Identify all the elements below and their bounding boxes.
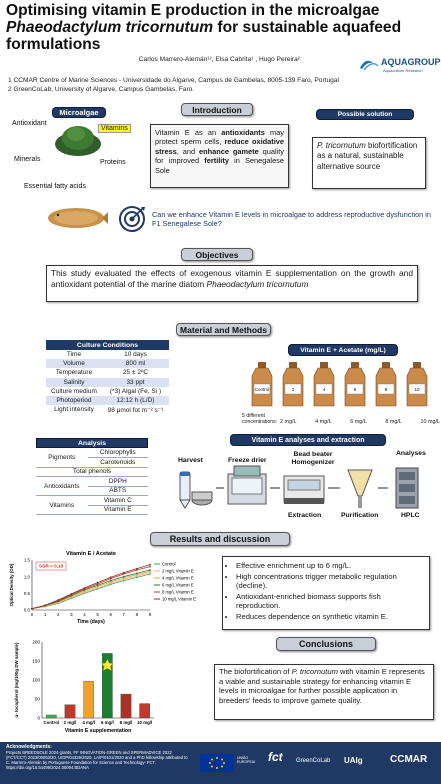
conc-values: 2 mg/L 4 mg/L 6 mg/L 8 mg/L 10 mg/L xyxy=(280,419,440,425)
bar xyxy=(65,705,75,718)
eu-flag-icon xyxy=(200,754,234,772)
minerals-label: Minerals xyxy=(14,156,41,163)
data-point xyxy=(149,564,151,566)
bottle-cap xyxy=(289,362,297,368)
result-bullet: • Effective enrichment up to 6 mg/L. xyxy=(236,561,426,571)
bottle-cap xyxy=(413,362,421,368)
step-purification: Purification xyxy=(341,512,379,519)
culture-row: Temperature 25 ± 2ºC xyxy=(46,368,169,377)
y-tick-label: 100 xyxy=(32,677,40,683)
x-tick-label: 9 xyxy=(148,612,152,617)
bottle-cap xyxy=(351,362,359,368)
legend-label: 4 mg/L Vitamin E xyxy=(162,575,194,581)
conclusions-text: The biofortification of P. tricornutum with vitamin E represents a viable and sustainable strategy for enhancing vitamin E levels in microalgae for further possible application in breeders' feeds to improve gamete quality. xyxy=(214,664,434,720)
step-harvest: Harvest xyxy=(178,457,203,464)
x-tick-label: 6 xyxy=(109,612,112,617)
data-point xyxy=(84,587,86,589)
culture-row: Time 10 days xyxy=(46,350,169,359)
microalgae-powder-image xyxy=(54,118,102,158)
y-tick-label: 1.0 xyxy=(23,574,30,580)
y-axis-label: Optical Density (OD) xyxy=(9,563,14,607)
authors: Carlos Marrero-Alemán¹², Elsa Cabrita¹ , Hugo Pereira² xyxy=(138,56,300,63)
aquagroup-logo xyxy=(356,52,441,74)
x-axis-label: Vitamin E supplementation xyxy=(64,728,132,734)
culture-row: Light intensity 98 μmol fot m⁻² s⁻¹ xyxy=(46,405,169,414)
data-point xyxy=(136,572,138,574)
bottle-label: 6 xyxy=(353,387,357,392)
y-tick-label: 0.0 xyxy=(23,607,30,613)
step-hplc: HPLC xyxy=(401,512,420,519)
eu-label: UNIÃO EUROPEIA xyxy=(237,756,256,764)
fatty-acids-label: Essential fatty acids xyxy=(24,183,86,190)
bar xyxy=(121,694,131,718)
x-tick-label: 7 xyxy=(122,612,126,617)
legend-label: 8 mg/L Vitamin E xyxy=(162,589,194,595)
acetate-heading: Vitamin E + Acetate (mg/L) xyxy=(288,344,398,356)
x-tick-label: 2 xyxy=(56,612,60,617)
culture-conditions-table: Culture Conditions Time 10 days Volume 800 ml Temperature 25 ± 2ºC Salinity 33 ppt Culture medium (*3) Algal (Fe, Si ) Photoperiod 12:12 h (L/D) Light intensity 98 μmol fot m⁻² s⁻¹ xyxy=(46,340,169,414)
bottle-label: 2 xyxy=(291,387,295,392)
data-point xyxy=(57,599,59,601)
conclusions-heading: Conclusions xyxy=(276,637,376,651)
data-point xyxy=(110,580,112,582)
data-point xyxy=(97,582,99,584)
y-tick-label: 0 xyxy=(37,715,40,721)
step-freeze-drier: Freeze drier xyxy=(228,457,267,464)
data-point xyxy=(149,569,151,571)
svg-text:AQUAGROUP: AQUAGROUP xyxy=(381,57,441,67)
bar-chart-svg xyxy=(6,636,192,740)
line-chart-title: Vitamin E / Acetate xyxy=(65,551,117,557)
bottle-label: 8 xyxy=(384,387,388,392)
bar xyxy=(140,704,150,718)
microalgae-label: Microalgae xyxy=(52,107,106,118)
y-axis-label: α- tocopherol (mg/100g DW sample) xyxy=(14,642,19,718)
category-label: 6 mg/l xyxy=(100,720,114,725)
culture-row: Culture medium (*3) Algal (Fe, Si ) xyxy=(46,387,169,396)
y-tick-label: 50 xyxy=(34,696,40,702)
acknowledgments: Acknowledgments: Projects BREEDSOLE 2024 grants, FF INNOVATION-GREEN and SPERMADVICE 2022 (FCT/CCT) 2023/00053/20, UIDP/04326/2020, LA/P/0101/2020 and a PhD fellowship attributed to C. Marrero-Alemán by Portuguese Foundation for Science and Technology- FCT. https://doi.org/10.54499/2024.00094.BDANA xyxy=(6,745,190,770)
step-bead-beater: Bead beater Homogenizer xyxy=(291,451,335,466)
culture-row: Salinity 33 ppt xyxy=(46,378,169,387)
title-species: Phaeodactylum tricornutum xyxy=(6,19,214,36)
data-point xyxy=(31,608,33,610)
category-label: Control xyxy=(43,720,60,725)
possible-solution-heading: Possible solution xyxy=(316,109,414,120)
growth-line-chart xyxy=(6,548,196,632)
data-point xyxy=(123,576,125,578)
legend-label: Control xyxy=(162,561,176,567)
category-label: 4 mg/l xyxy=(82,720,96,725)
extraction-heading: Vitamin E analyses and extraction xyxy=(230,434,386,446)
hplc-icon xyxy=(396,468,418,508)
svg-text:Aquaculture Research: Aquaculture Research xyxy=(383,68,423,73)
ccmar-logo: CCMAR xyxy=(390,754,428,765)
freeze-drier-icon xyxy=(228,466,266,504)
objectives-heading: Objectives xyxy=(181,248,253,261)
affiliations: 1 CCMAR Centre of Marine Sciences - Universidade do Algarve, Campus de Gambelas, 8005-139 Faro, Portugal 2 GreenCoLab, University of Algarve, Campus Gambelas, Faro. xyxy=(8,77,339,93)
introduction-heading: Introduction xyxy=(181,103,253,116)
research-question: Can we enhance Vitamin E levels in microalgae to address reproductive dysfunction in F1 Senegalese Sole? xyxy=(152,210,431,229)
culture-bottles xyxy=(246,360,436,410)
extraction-workflow xyxy=(172,466,440,512)
methods-heading: Material and Methods xyxy=(176,323,271,336)
y-tick-label: 0.5 xyxy=(23,590,30,596)
aquagroup-logo-icon xyxy=(356,52,441,74)
data-point xyxy=(110,576,112,578)
bottle-label: Control xyxy=(254,387,270,392)
culture-row: Photoperiod 12:12 h (L/D) xyxy=(46,396,169,405)
tocopherol-bar-chart xyxy=(6,636,192,740)
y-tick-label: 1.5 xyxy=(23,557,30,563)
sole-fish-image xyxy=(46,206,108,230)
bar xyxy=(84,681,94,718)
target-icon xyxy=(118,205,146,233)
sgr-annotation: SGR = 0,18 xyxy=(38,563,64,569)
separatory-funnel-icon xyxy=(348,470,372,508)
y-tick-label: 150 xyxy=(32,658,40,664)
bottles-svg xyxy=(246,360,436,410)
x-tick-label: 5 xyxy=(96,612,99,617)
step-extraction: Extraction xyxy=(288,512,322,519)
result-bullet: • Antioxidant-enriched biomass supports fish reproduction. xyxy=(236,592,426,611)
poster-title: Optimising vitamin E production in the microalgae Phaeodactylum tricornutum for sustainable aquafeed formulations xyxy=(6,2,402,53)
legend-label: 10 mg/L Vitamin E xyxy=(162,596,196,602)
category-label: 10 mg/l xyxy=(137,720,153,725)
data-point xyxy=(136,568,138,570)
doi-link[interactable]: https://doi.org/10.54499/2024.00094.BDANA xyxy=(6,765,89,770)
analysis-table: Analysis Pigments Chlorophylls Carotenoids Total phenols Antioxidants DPPH ABTS Vitamins Vitamin C Vitamin E xyxy=(36,438,148,515)
legend-label: 2 mg/L Vitamin E xyxy=(162,568,194,574)
bottle-label: 4 xyxy=(322,387,326,392)
step-analyses: Analyses xyxy=(396,450,426,457)
centrifuge-icon xyxy=(192,492,212,505)
data-point xyxy=(123,572,125,574)
culture-row: Volume 800 ml xyxy=(46,359,169,368)
x-tick-label: 8 xyxy=(135,612,139,617)
results-heading: Results and discussion xyxy=(150,532,290,546)
bar xyxy=(46,715,56,718)
bottle-cap xyxy=(382,362,390,368)
category-label: 2 mg/l xyxy=(63,720,77,725)
x-tick-label: 3 xyxy=(70,612,73,617)
vitamins-label: Vitamins xyxy=(98,124,131,133)
proteins-label: Proteins xyxy=(100,159,126,166)
centrifuge-tube-icon xyxy=(180,472,190,508)
objectives-text: This study evaluated the effects of exogenous vitamin E supplementation on the growth and antioxidant potential of the marine diatom Phaeodactylum tricornutum xyxy=(46,265,418,302)
result-bullet: • Reduces dependence on synthetic vitamin E. xyxy=(236,612,426,622)
footer xyxy=(0,742,441,784)
data-point xyxy=(70,593,72,595)
x-axis-label: Time (days) xyxy=(77,619,105,625)
bottle-label: 10 xyxy=(414,387,420,392)
intro-text: Vitamin E as an antioxidants may protect sperm cells, reduce oxidative stress, and enhance gamete quality for improved fertility in Senegalese Sole xyxy=(150,124,289,188)
x-tick-label: 4 xyxy=(83,612,86,617)
x-tick-label: 0 xyxy=(30,612,34,617)
conc-label: 5 different concentrations: xyxy=(242,413,278,425)
data-point xyxy=(149,566,151,568)
bottle-cap xyxy=(320,362,328,368)
legend-label: 6 mg/L Vitamin E xyxy=(162,582,194,588)
greencolab-logo: GreenCoLab xyxy=(296,758,331,764)
result-bullet: • High concentrations trigger metabolic regulation (decline). xyxy=(236,572,426,591)
line-chart-svg xyxy=(6,548,196,632)
data-point xyxy=(44,604,46,606)
fct-logo: fct xyxy=(268,750,283,764)
possible-solution-text: P. tricornutum biofortification as a natural, sustainable alternative source xyxy=(312,137,426,189)
results-bullets xyxy=(222,556,430,630)
x-tick-label: 1 xyxy=(43,612,47,617)
category-label: 8 mg/l xyxy=(119,720,133,725)
bottle-cap xyxy=(258,362,266,368)
antioxidant-label: Antioxidant xyxy=(12,120,47,127)
y-tick-label: 200 xyxy=(32,639,40,645)
ualg-logo: UAlg xyxy=(344,756,363,765)
homogenizer-icon xyxy=(284,476,324,504)
